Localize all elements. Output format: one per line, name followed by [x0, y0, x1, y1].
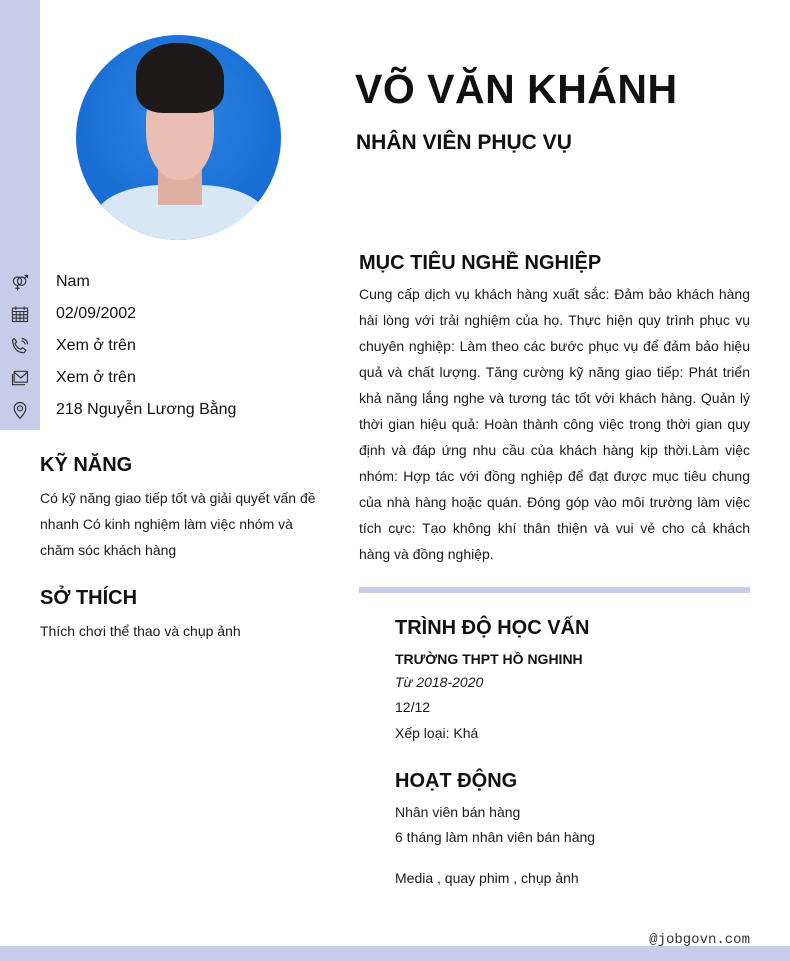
- education-grade: 12/12: [395, 699, 431, 715]
- skills-text: Có kỹ năng giao tiếp tốt và giải quyết vấn đề nhanh Có kinh nghiệm làm việc nhóm và chăm sóc khách hàng: [40, 490, 316, 558]
- contact-birthdate: 02/09/2002: [0, 300, 136, 328]
- mail-icon: [0, 368, 40, 388]
- objective-text: Cung cấp dịch vụ khách hàng xuất sắc: Đảm bảo khách hàng hài lòng với trải nghiệm của họ. Thực hiện quy trình phục vụ chuyên nghiệp: Làm theo các bước phục vụ để đảm bảo hiệu quả và chất lượng. Tăng cường kỹ năng giao tiếp: Phát triển khả năng lắng nghe và tương tác tốt với khách hàng. Quản lý thời gian hiệu quả: Hoàn thành công việc trong thời gian quy định và đáp ứng nhu cầu của khách hàng kịp thời.Làm việc nhóm: Hợp tác với đồng nghiệp để đạt được mục tiêu chung của nhà hàng hoặc quán. Đóng góp vào môi trường làm việc tích cực: Tạo không khí thân thiện và vui vẻ cho cả khách hàng và đồng nghiệp.: [359, 286, 750, 562]
- activity-item: Nhân viên bán hàng: [395, 804, 521, 820]
- location-pin-icon: [0, 400, 40, 420]
- footer-accent-bar: [0, 946, 790, 961]
- section-divider: [359, 587, 750, 593]
- calendar-icon: [0, 304, 40, 324]
- contact-email: Xem ở trên: [0, 364, 136, 392]
- education-rank: Xếp loại: Khá: [395, 725, 479, 741]
- avatar: [76, 35, 281, 240]
- activities-heading: HOẠT ĐỘNG: [395, 770, 518, 792]
- phone-icon: [0, 336, 40, 356]
- contact-address: 218 Nguyễn Lương Bằng: [0, 396, 236, 424]
- education-period: Từ 2018-2020: [395, 674, 484, 690]
- contact-gender: Nam: [0, 268, 90, 296]
- watermark: @jobgovn.com: [649, 932, 750, 948]
- job-title: NHÂN VIÊN PHỤC VỤ: [356, 131, 572, 154]
- candidate-name: VÕ VĂN KHÁNH: [355, 66, 678, 112]
- hobbies-heading: SỞ THÍCH: [40, 587, 138, 609]
- skills-heading: KỸ NĂNG: [40, 454, 133, 476]
- objective-heading: MỤC TIÊU NGHỀ NGHIỆP: [359, 252, 602, 274]
- school-name: TRƯỜNG THPT HỒ NGHINH: [395, 651, 583, 667]
- contact-phone: Xem ở trên: [0, 332, 136, 360]
- activity-item: Media , quay phim , chụp ảnh: [395, 870, 579, 886]
- hobbies-text: Thích chơi thể thao và chụp ảnh: [40, 623, 241, 639]
- gender-icon: [0, 272, 40, 292]
- education-heading: TRÌNH ĐỘ HỌC VẤN: [395, 617, 590, 639]
- activity-item: 6 tháng làm nhân viên bán hàng: [395, 829, 596, 845]
